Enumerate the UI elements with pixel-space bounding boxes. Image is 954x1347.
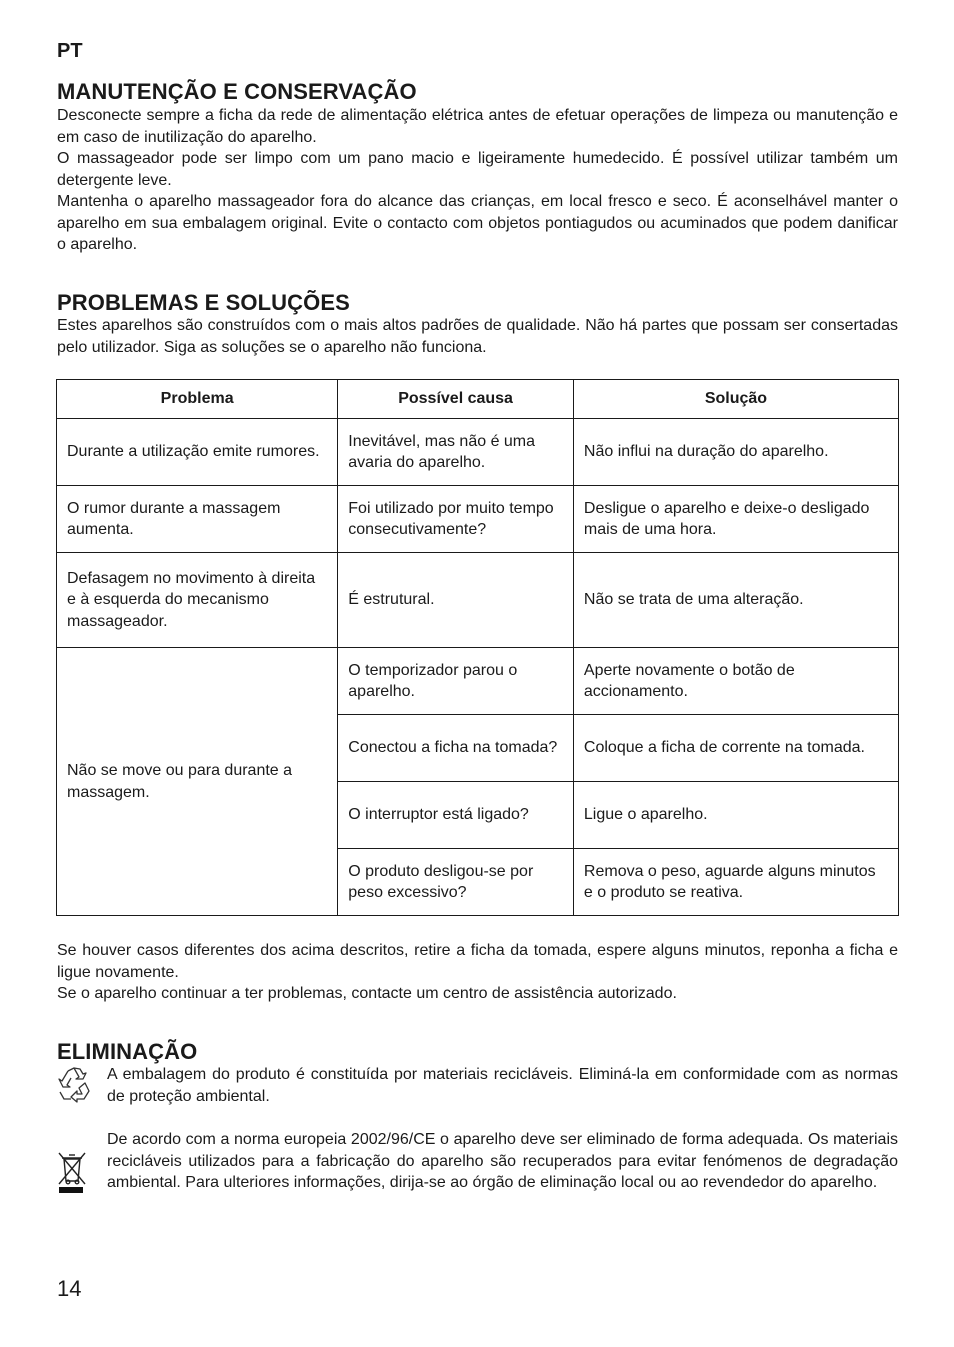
cell-problem: Defasagem no movimento à direita e à esquerda do mecanismo massageador. (57, 553, 338, 648)
table-row (57, 648, 899, 715)
table-header-row (57, 380, 899, 419)
cell-solution: Ligue o aparelho. (573, 782, 898, 849)
cell-cause: Inevitável, mas não é uma avaria do aparelho. (338, 419, 574, 486)
header-cause: Possível causa (338, 380, 574, 419)
problems-intro (57, 315, 898, 358)
maintenance-title: MANUTENÇÃO E CONSERVAÇÃO (57, 79, 417, 104)
problems-intro-text: Estes aparelhos são construídos com o mais altos padrões de qualidade. Não há partes que possam ser consertadas pelo utilizador. Siga as soluções se o aparelho não funciona. (57, 317, 898, 356)
cell-problem: O rumor durante a massagem aumenta. (57, 486, 338, 553)
cell-solution: Remova o peso, aguarde alguns minutos e o produto se reativa. (573, 849, 898, 916)
maintenance-text (57, 105, 898, 256)
disposal-text-packaging: A embalagem do produto é constituída por materiais recicláveis. Eliminá-la em conformidade com as normas de proteção ambiental. (107, 1066, 898, 1105)
cell-solution: Aperte novamente o botão de accionamento. (573, 648, 898, 715)
table-row (57, 486, 899, 553)
disposal-title: ELIMINAÇÃO (57, 1039, 198, 1064)
language-code: PT (57, 40, 83, 62)
cell-solution: Desligue o aparelho e deixe-o desligado mais de uma hora. (573, 486, 898, 553)
cell-solution: Não influi na duração do aparelho. (573, 419, 898, 486)
cell-solution: Não se trata de uma alteração. (573, 553, 898, 648)
cell-cause: O temporizador parou o aparelho. (338, 648, 574, 715)
maintenance-paragraph: Mantenha o aparelho massageador fora do alcance das crianças, em local fresco e seco. É aconselhável manter o aparelho em sua embalagem original. Evite o contacto com objetos pontiagudos ou acuminados que podem danificar o aparelho. (57, 193, 898, 253)
cell-cause: Foi utilizado por muito tempo consecutivamente? (338, 486, 574, 553)
problems-after-paragraph: Se houver casos diferentes dos acima descritos, retire a ficha da tomada, espere alguns minutos, reponha a ficha e ligue novamente. (57, 942, 898, 981)
cell-solution: Coloque a ficha de corrente na tomada. (573, 715, 898, 782)
cell-cause: O interruptor está ligado? (338, 782, 574, 849)
cell-problem: Durante a utilização emite rumores. (57, 419, 338, 486)
cell-cause: O produto desligou-se por peso excessivo? (338, 849, 574, 916)
disposal-text-weee: De acordo com a norma europeia 2002/96/CE o aparelho deve ser eliminado de forma adequada. Os materiais recicláveis utilizados para a fabricação do aparelho são recuperados para evitar fenómenos de degradação ambiental. Para ulteriores informações, dirija-se ao órgão de eliminação local ou ao revendedor do aparelho. (107, 1131, 898, 1191)
table-row (57, 553, 899, 648)
recycle-icon (57, 1067, 93, 1110)
page-number: 14 (57, 1276, 82, 1301)
table-row (57, 419, 899, 486)
cell-problem: Não se move ou para durante a massagem. (57, 648, 338, 916)
maintenance-paragraph: O massageador pode ser limpo com um pano macio e ligeiramente humedecido. É possível utilizar também um detergente leve. (57, 150, 898, 189)
crossed-bin-icon (57, 1151, 93, 1202)
problems-table (56, 379, 899, 916)
header-problem: Problema (57, 380, 338, 419)
cell-cause: Conectou a ficha na tomada? (338, 715, 574, 782)
header-solution: Solução (573, 380, 898, 419)
problems-after-paragraph: Se o aparelho continuar a ter problemas, contacte um centro de assistência autorizado. (57, 985, 677, 1002)
problems-after-text (57, 940, 898, 1005)
maintenance-paragraph: Desconecte sempre a ficha da rede de alimentação elétrica antes de efetuar operações de limpeza ou manutenção e em caso de inutilização do aparelho. (57, 107, 898, 146)
cell-cause: É estrutural. (338, 553, 574, 648)
problems-title: PROBLEMAS E SOLUÇÕES (57, 290, 350, 315)
